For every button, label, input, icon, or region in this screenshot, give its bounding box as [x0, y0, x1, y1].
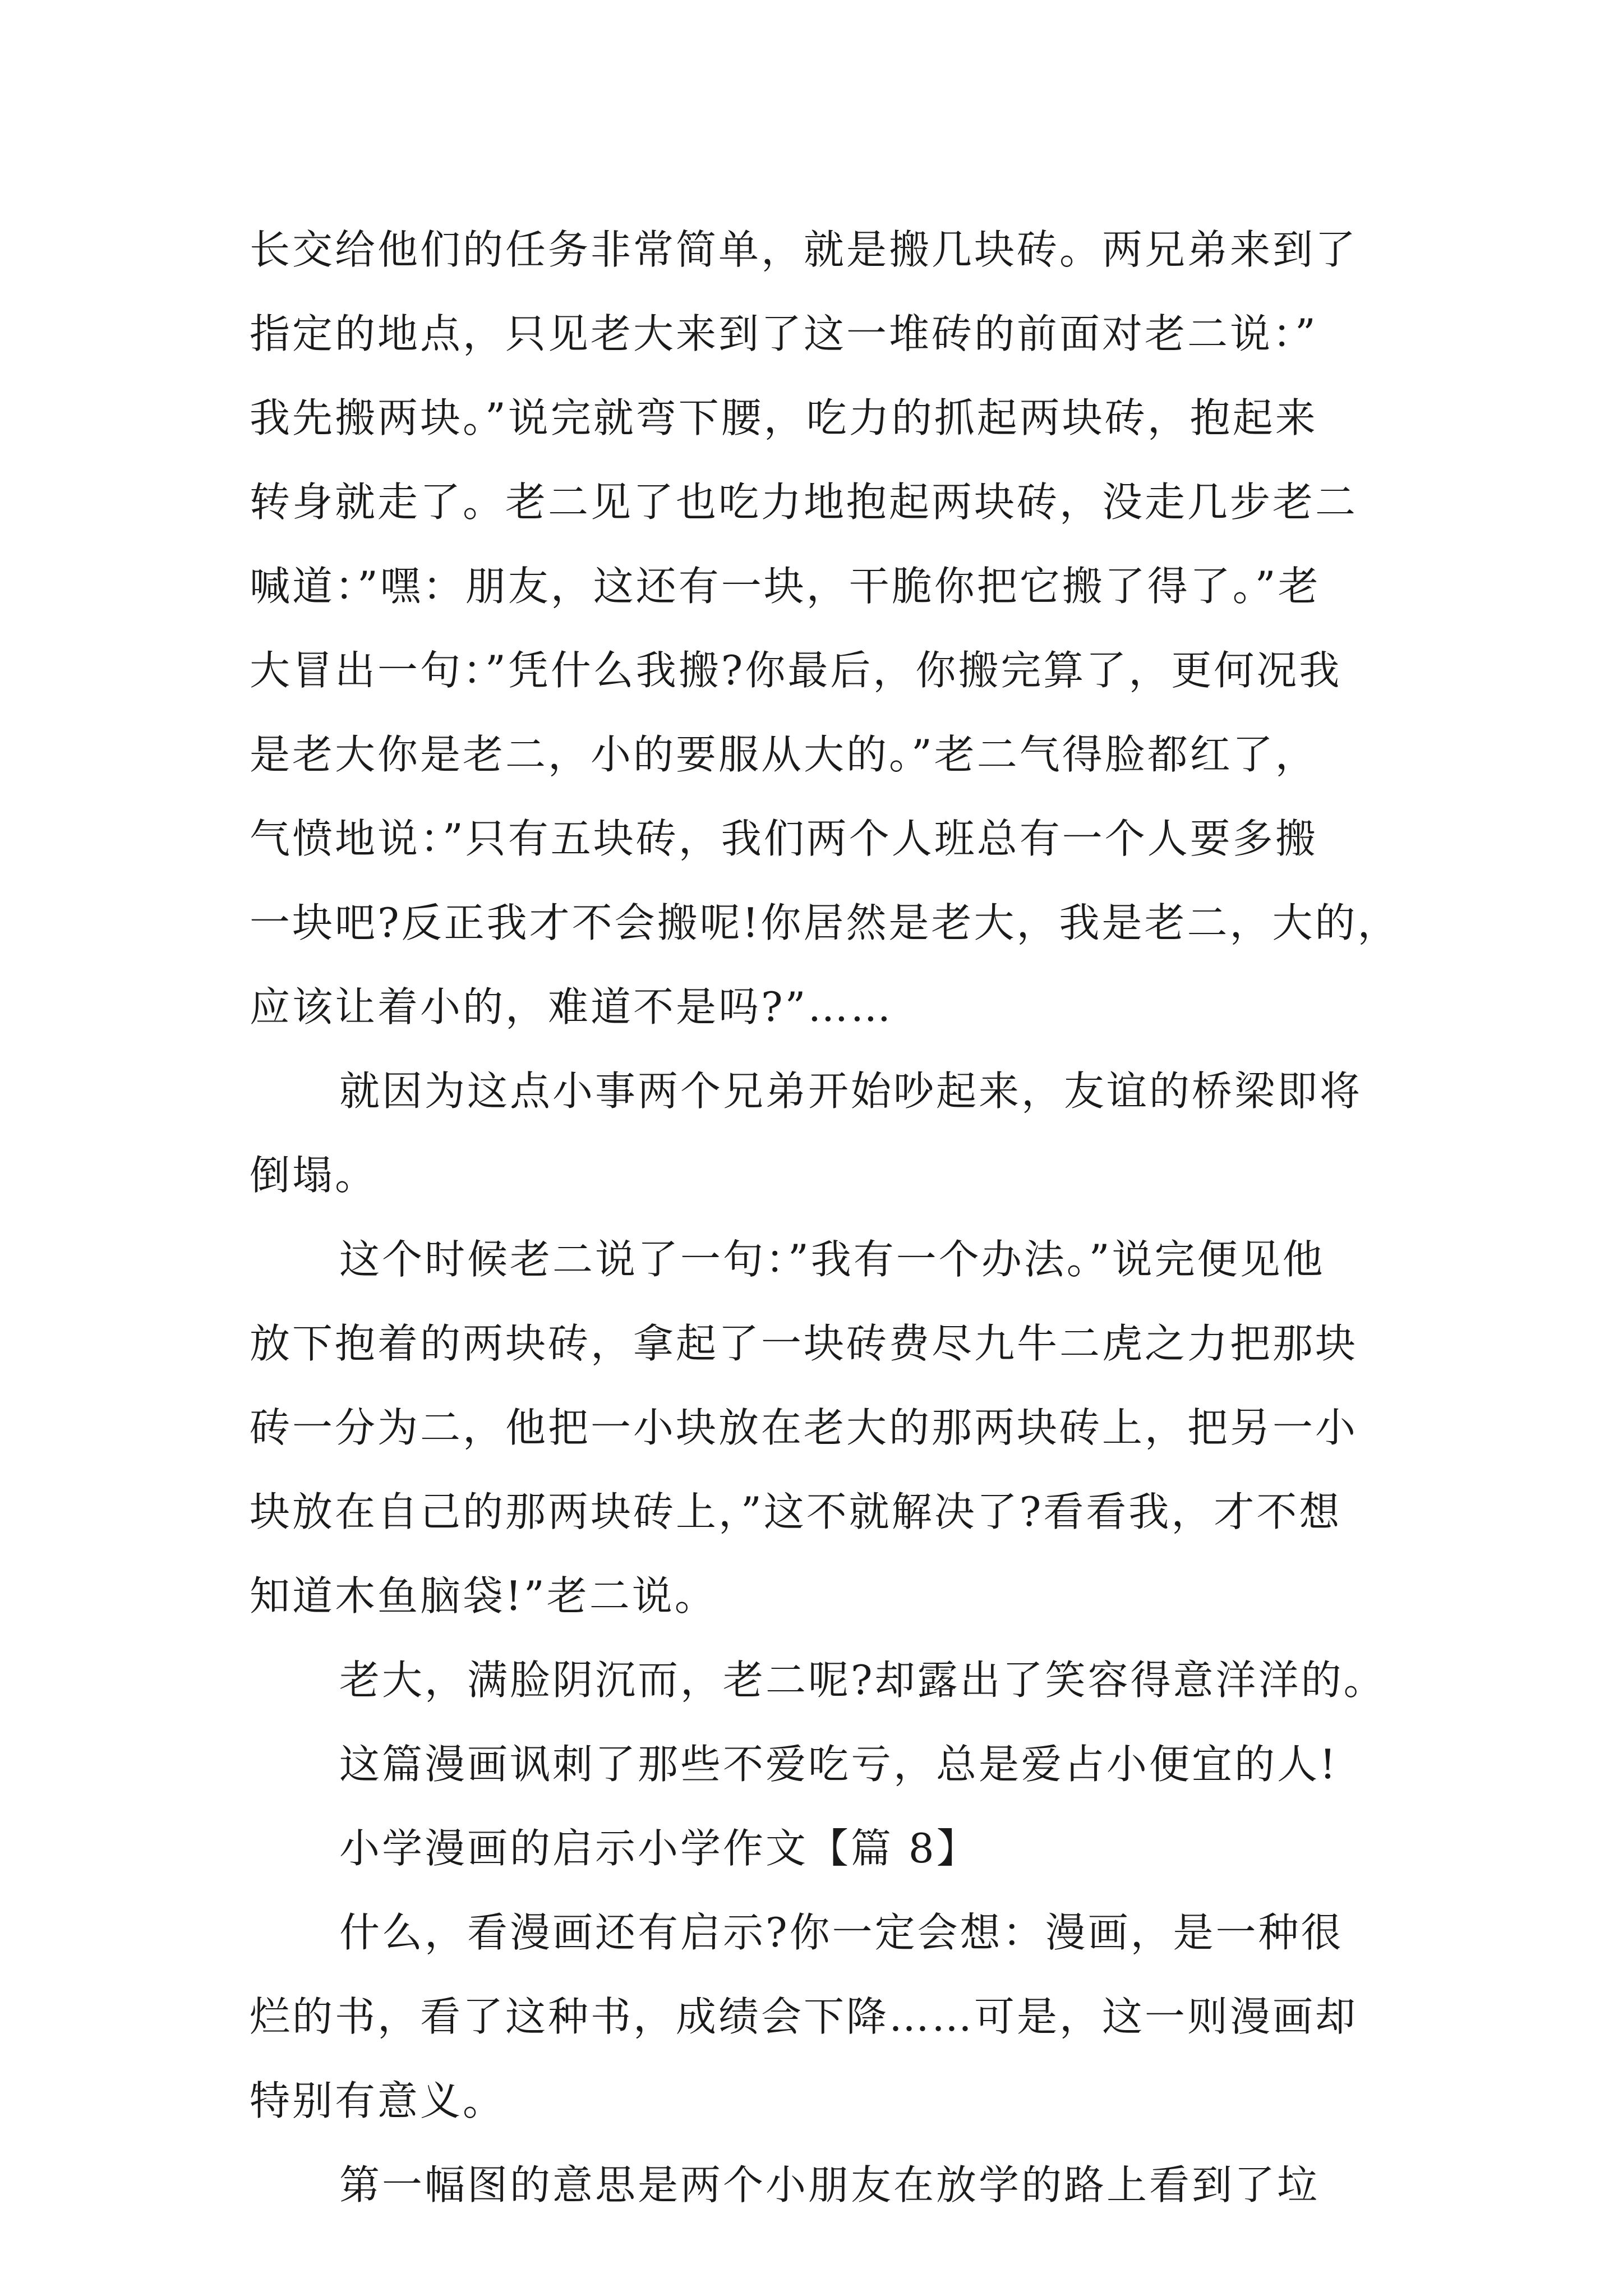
text-line: 什么，看漫画还有启示?你一定会想：漫画，是一种很 — [339, 1909, 1344, 1956]
text-line: 气愤地说：”只有五块砖，我们两个人班总有一个人要多搬 — [250, 815, 1318, 862]
text-line: 是老大你是老二，小的要服从大的。”老二气得脸都红了， — [250, 731, 1318, 778]
text-line: 这个时候老二说了一句：”我有一个办法。”说完便见他 — [339, 1236, 1325, 1283]
text-line: 倒塌。 — [250, 1152, 378, 1199]
text-line: 就因为这点小事两个兄弟开始吵起来，友谊的桥梁即将 — [339, 1068, 1363, 1115]
section-heading: 小学漫画的启示小学作文【篇 8】 — [339, 1825, 979, 1872]
text-line: 块放在自己的那两块砖上，”这不就解决了?看看我，才不想 — [250, 1488, 1342, 1535]
text-line: 转身就走了。老二见了也吃力地抱起两块砖，没走几步老二 — [250, 478, 1358, 526]
text-line: 砖一分为二，他把一小块放在老大的那两块砖上，把另一小 — [250, 1404, 1358, 1451]
article-body — [250, 208, 1400, 2227]
text-line: 大冒出一句：”凭什么我搬?你最后，你搬完算了，更何况我 — [250, 647, 1342, 694]
text-line: 这篇漫画讽刺了那些不爱吃亏，总是爱占小便宜的人! — [339, 1741, 1338, 1788]
text-line: 我先搬两块。”说完就弯下腰，吃力的抓起两块砖，抱起来 — [250, 394, 1318, 441]
text-line: 烂的书，看了这种书，成绩会下降……可是，这一则漫画却 — [250, 1993, 1358, 2040]
text-line: 特别有意义。 — [250, 2077, 506, 2124]
text-line: 老大，满脸阴沉而，老二呢?却露出了笑容得意洋洋的。 — [339, 1657, 1386, 1704]
text-line: 长交给他们的任务非常简单，就是搬几块砖。两兄弟来到了 — [250, 226, 1358, 273]
text-line: 放下抱着的两块砖，拿起了一块砖费尽九牛二虎之力把那块 — [250, 1320, 1358, 1367]
text-line: 知道木鱼脑袋!”老二说。 — [250, 1572, 717, 1619]
text-line: 一块吧?反正我才不会搬呢!你居然是老大，我是老二，大的， — [250, 899, 1400, 946]
text-line: 第一幅图的意思是两个小朋友在放学的路上看到了垃 — [339, 2161, 1320, 2208]
text-line: 指定的地点，只见老大来到了这一堆砖的前面对老二说：” — [250, 310, 1318, 357]
text-line: 喊道：”嘿：朋友，这还有一块，干脆你把它搬了得了。”老 — [250, 563, 1321, 610]
text-line: 应该让着小的，难道不是吗?”…… — [250, 983, 893, 1030]
